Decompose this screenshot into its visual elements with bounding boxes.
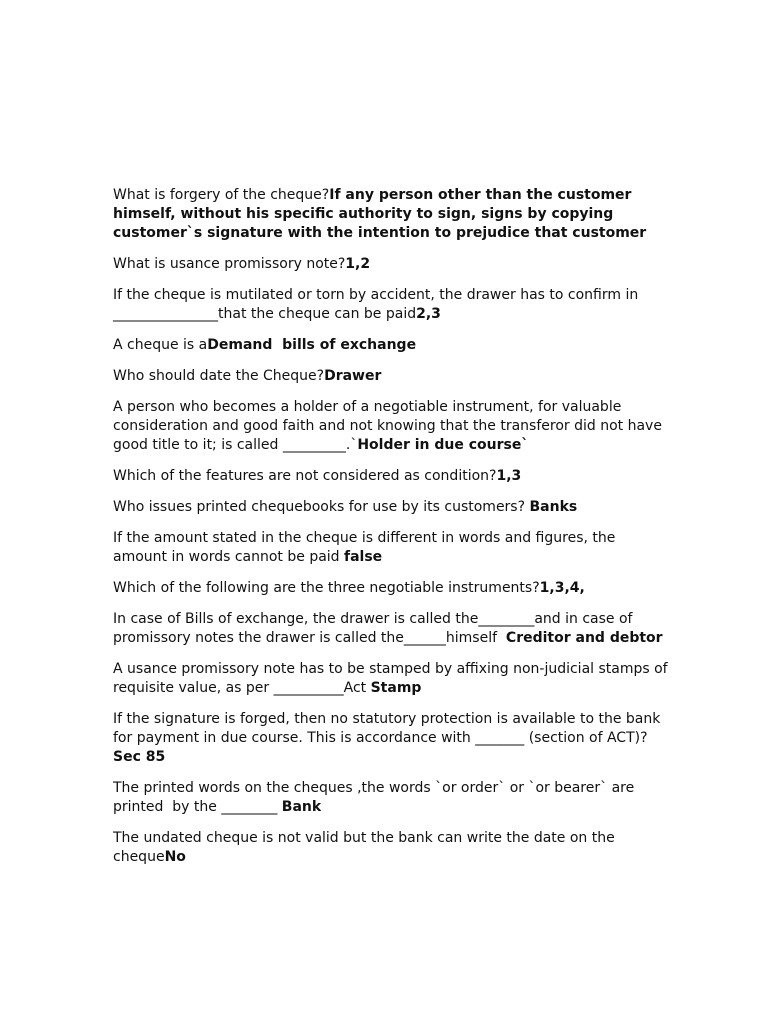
qa-item xyxy=(113,710,673,767)
document-body xyxy=(113,186,673,879)
question-text: What is forgery of the cheque? xyxy=(113,187,330,203)
qa-item xyxy=(113,610,673,648)
question-text: What is usance promissory note? xyxy=(113,256,346,272)
answer-text: 1,3,4, xyxy=(539,580,585,596)
qa-item xyxy=(113,467,673,486)
question-text: If the cheque is mutilated or torn by accident, the drawer has to confirm in _______________that the cheque can be paid xyxy=(113,287,643,322)
qa-item xyxy=(113,498,673,517)
answer-text: 1,2 xyxy=(345,256,371,272)
answer-text: Demand bills of exchange xyxy=(207,337,417,353)
qa-item xyxy=(113,779,673,817)
answer-text: 1,3 xyxy=(496,468,522,484)
answer-text: No xyxy=(164,849,186,865)
question-text: If the amount stated in the cheque is different in words and figures, the amount in words cannot be paid xyxy=(113,530,620,565)
qa-item xyxy=(113,255,673,274)
question-text: If the signature is forged, then no statutory protection is available to the bank for payment in due course. This is accordance with _______ (section of ACT)? xyxy=(113,711,665,746)
question-text: A person who becomes a holder of a negotiable instrument, for valuable consideration and good faith and not knowing that the transferor did not have good title to it; is called _________.` xyxy=(113,399,667,453)
qa-item xyxy=(113,367,673,386)
question-text: The printed words on the cheques ,the words `or order` or `or bearer` are printed by the ________ xyxy=(113,780,639,815)
question-text: In case of Bills of exchange, the drawer is called the________and in case of promissory notes the drawer is called the______himself xyxy=(113,611,637,646)
answer-text: Banks xyxy=(529,499,578,515)
question-text: The undated cheque is not valid but the bank can write the date on the cheque xyxy=(113,830,620,865)
answer-text: Drawer xyxy=(324,368,382,384)
qa-item xyxy=(113,579,673,598)
question-text: A cheque is a xyxy=(113,337,208,353)
answer-text: false xyxy=(344,549,383,565)
qa-item xyxy=(113,529,673,567)
question-text: Which of the following are the three negotiable instruments? xyxy=(113,580,540,596)
qa-item xyxy=(113,829,673,867)
answer-text: Holder in due course` xyxy=(357,437,529,453)
answer-text: Bank xyxy=(281,799,322,815)
answer-text: Creditor and debtor xyxy=(505,630,663,646)
answer-text: Sec 85 xyxy=(113,749,166,765)
qa-item xyxy=(113,286,673,324)
question-text: A usance promissory note has to be stamped by affixing non-judicial stamps of requisite value, as per __________Act xyxy=(113,661,673,696)
question-text: Who issues printed chequebooks for use by its customers? xyxy=(113,499,530,515)
qa-item xyxy=(113,398,673,455)
answer-text: Stamp xyxy=(370,680,422,696)
question-text: Who should date the Cheque? xyxy=(113,368,325,384)
answer-text: If any person other than the customer himself, without his specific authority to sign, signs by copying customer`s signature with the intention to prejudice that customer xyxy=(113,187,647,241)
qa-item xyxy=(113,336,673,355)
question-text: Which of the features are not considered as condition? xyxy=(113,468,497,484)
answer-text: 2,3 xyxy=(416,306,441,322)
qa-item xyxy=(113,186,673,243)
qa-item xyxy=(113,660,673,698)
